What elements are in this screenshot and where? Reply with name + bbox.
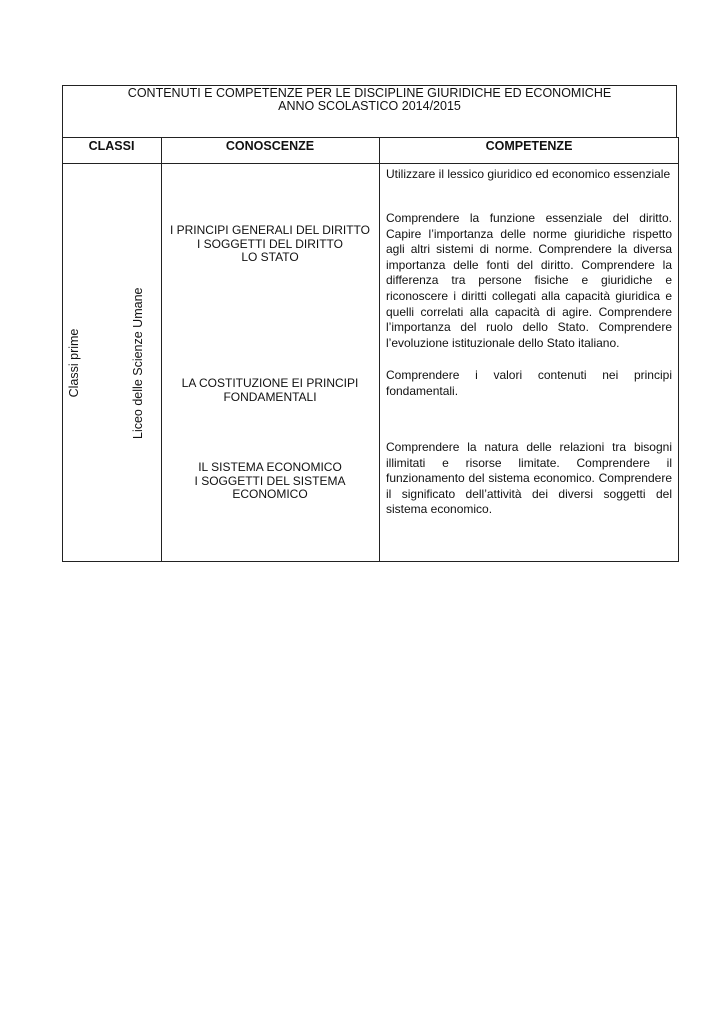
column-divider-2 [379,137,380,562]
knowledge-line: IL SISTEMA ECONOMICO [198,460,342,474]
knowledge-block-2 [161,377,379,404]
competence-paragraph-2: Comprendere la funzione essenziale del diritto. Capire l’importanza delle norme giuridiche rispetto agli altri sistemi di norme. Comprendere la diversa importanza delle fonti del diritto. Comprendere la differenza tra persone fisiche e giuridiche e riconoscere i diritti collegati alla capacità giuridica e quelli correlati alla capacità di agire. Comprendere l’importanza del ruolo dello Stato. Comprendere l’evoluzione istituzionale dello Stato italiano. [386,211,672,350]
title-line-1: CONTENUTI E COMPETENZE PER LE DISCIPLINE GIURIDICHE ED ECONOMICHE [127,86,612,100]
knowledge-line: I SOGGETTI DEL SISTEMA [194,473,346,488]
knowledge-block-3 [161,461,379,502]
knowledge-line: FONDAMENTALI [223,389,317,404]
knowledge-block-1 [161,224,379,265]
competence-paragraph-1: Utilizzare il lessico giuridico ed economico essenziale [386,167,671,181]
header-conoscenze: CONOSCENZE [225,139,315,153]
knowledge-line: ECONOMICO [232,487,308,501]
knowledge-line: LA COSTITUZIONE EI PRINCIPI [181,376,359,390]
header-competenze: COMPETENZE [485,139,573,153]
knowledge-line: LO STATO [241,250,299,264]
competence-paragraph-4: Comprendere la natura delle relazioni tra bisogni illimitati e risorse limitate. Comprendere il funzionamento del sistema economico. Comprendere il significato dell’attività dei diversi soggetti del sistema economico. [386,440,672,517]
competence-paragraph-3: Comprendere i valori contenuti nei principi fondamentali. [386,368,672,398]
header-divider [62,163,679,164]
knowledge-line: I PRINCIPI GENERALI DEL DIRITTO [169,223,371,237]
header-classi: CLASSI [88,139,135,153]
document-title [62,87,677,113]
title-line-2: ANNO SCOLASTICO 2014/2015 [278,99,461,113]
classi-label: Classi prime [67,328,81,398]
indirizzo-label: Liceo delle Scienze Umane [131,287,145,439]
knowledge-line: I SOGGETTI DEL DIRITTO [196,236,343,251]
